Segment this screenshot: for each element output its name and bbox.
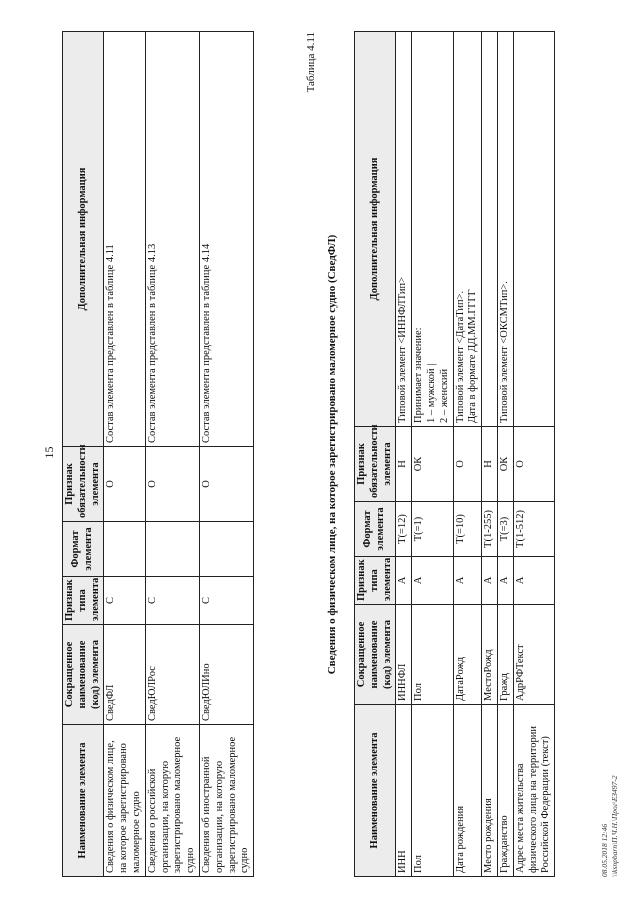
column-header: Дополнительная информация: [355, 32, 396, 427]
table-cell: С: [145, 577, 199, 625]
table-cell: О: [104, 447, 145, 522]
table-cell: ОК: [412, 427, 453, 502]
table-title: Сведения о физическом лице, на которое зарегистрировано маломерное судно (СведФЛ): [326, 234, 338, 675]
table-row: [199, 32, 253, 877]
table-cell: Адрес места жительства физического лица на территории Российской Федерации (текст): [513, 705, 554, 877]
table-cell: T(=3): [497, 502, 513, 557]
table-row: [453, 32, 482, 877]
table-cell: Состав элемента представлен в таблице 4.14: [199, 32, 253, 447]
table-cell: [199, 522, 253, 577]
table-cell: СведЮЛРос: [145, 625, 199, 725]
table-cell: [482, 32, 498, 427]
table-row: [104, 32, 145, 877]
table-row: [497, 32, 513, 877]
table-cell: А: [513, 557, 554, 605]
table-cell: С: [199, 577, 253, 625]
table-cell: Дата рождения: [453, 705, 482, 877]
table-cell: А: [453, 557, 482, 605]
page-number: 15: [42, 446, 56, 459]
table-cell: АдрРФТекст: [513, 605, 554, 705]
table-cell: [513, 32, 554, 427]
table-cell: Состав элемента представлен в таблице 4.11: [104, 32, 145, 447]
table-cell: Типовой элемент <ДатаТип>. Дата в формате ДД.ММ.ГГГГ: [453, 32, 482, 427]
table-cell: Н: [482, 427, 498, 502]
table-cell: Типовой элемент <ИННФЛТип>: [396, 32, 412, 427]
table-cell: Место рождения: [482, 705, 498, 877]
table-cell: Сведения о физическом лице, на которое зарегистрировано маломерное судно: [104, 725, 145, 877]
table-cell: Состав элемента представлен в таблице 4.13: [145, 32, 199, 447]
table-cell: О: [145, 447, 199, 522]
table-individual-info: [354, 31, 555, 877]
column-header: Наименование элемента: [355, 705, 396, 877]
column-header: Формат элемента: [355, 502, 396, 557]
table-cell: T(1-512): [513, 502, 554, 557]
table-cell: [104, 522, 145, 577]
column-header: Признак типа элемента: [63, 577, 104, 625]
table-cell: ОК: [497, 427, 513, 502]
table-cell: С: [104, 577, 145, 625]
table-cell: СведФЛ: [104, 625, 145, 725]
table-elements-continued: [62, 31, 254, 877]
table-cell: Сведения о российской организации, на которую зарегистрировано маломерное судно: [145, 725, 199, 877]
file-path: \\ksnpbarn\П.Ч.Н.\Прог\ЕЗ497-2: [610, 775, 620, 877]
column-header: Признак обязательности элемента: [63, 447, 104, 522]
table-cell: А: [497, 557, 513, 605]
table-cell: ДатаРожд: [453, 605, 482, 705]
column-header: Наименование элемента: [63, 725, 104, 877]
table-cell: Гражд: [497, 605, 513, 705]
table-row: [513, 32, 554, 877]
table-cell: Гражданство: [497, 705, 513, 877]
table-row: [145, 32, 199, 877]
column-header: Формат элемента: [63, 522, 104, 577]
table-cell: T(=12): [396, 502, 412, 557]
column-header: Сокращенное наименование (код) элемента: [63, 625, 104, 725]
table-row: [482, 32, 498, 877]
table-row: [396, 32, 412, 877]
table-cell: T(1-255): [482, 502, 498, 557]
table-cell: Пол: [412, 605, 453, 705]
print-timestamp: 08.05.2018 12:46: [600, 823, 609, 877]
table-cell: T(=1): [412, 502, 453, 557]
column-header: Дополнительная информация: [63, 32, 104, 447]
table-cell: Принимает значение: 1 – мужской | 2 – женский: [412, 32, 453, 427]
table-cell: Типовой элемент <ОКСМТип>.: [497, 32, 513, 427]
table-cell: О: [453, 427, 482, 502]
table-row: [412, 32, 453, 877]
table-cell: А: [482, 557, 498, 605]
table-cell: МестоРожд: [482, 605, 498, 705]
table-cell: ИННФЛ: [396, 605, 412, 705]
table-header-row: [355, 32, 396, 877]
table-cell: СведЮЛИно: [199, 625, 253, 725]
table-cell: О: [199, 447, 253, 522]
table-cell: Н: [396, 427, 412, 502]
print-footer: [600, 776, 620, 878]
table-cell: Сведения об иностранной организации, на которую зарегистрировано маломерное судно: [199, 725, 253, 877]
column-header: Признак обязательности элемента: [355, 427, 396, 502]
table-header-row: [63, 32, 104, 877]
table-cell: Пол: [412, 705, 453, 877]
table-label: Таблица 4.11: [305, 32, 317, 93]
column-header: Признак типа элемента: [355, 557, 396, 605]
table-cell: ИНН: [396, 705, 412, 877]
table-cell: О: [513, 427, 554, 502]
table-cell: А: [396, 557, 412, 605]
column-header: Сокращенное наименование (код) элемента: [355, 605, 396, 705]
table-cell: T(=10): [453, 502, 482, 557]
table-cell: А: [412, 557, 453, 605]
table-cell: [145, 522, 199, 577]
